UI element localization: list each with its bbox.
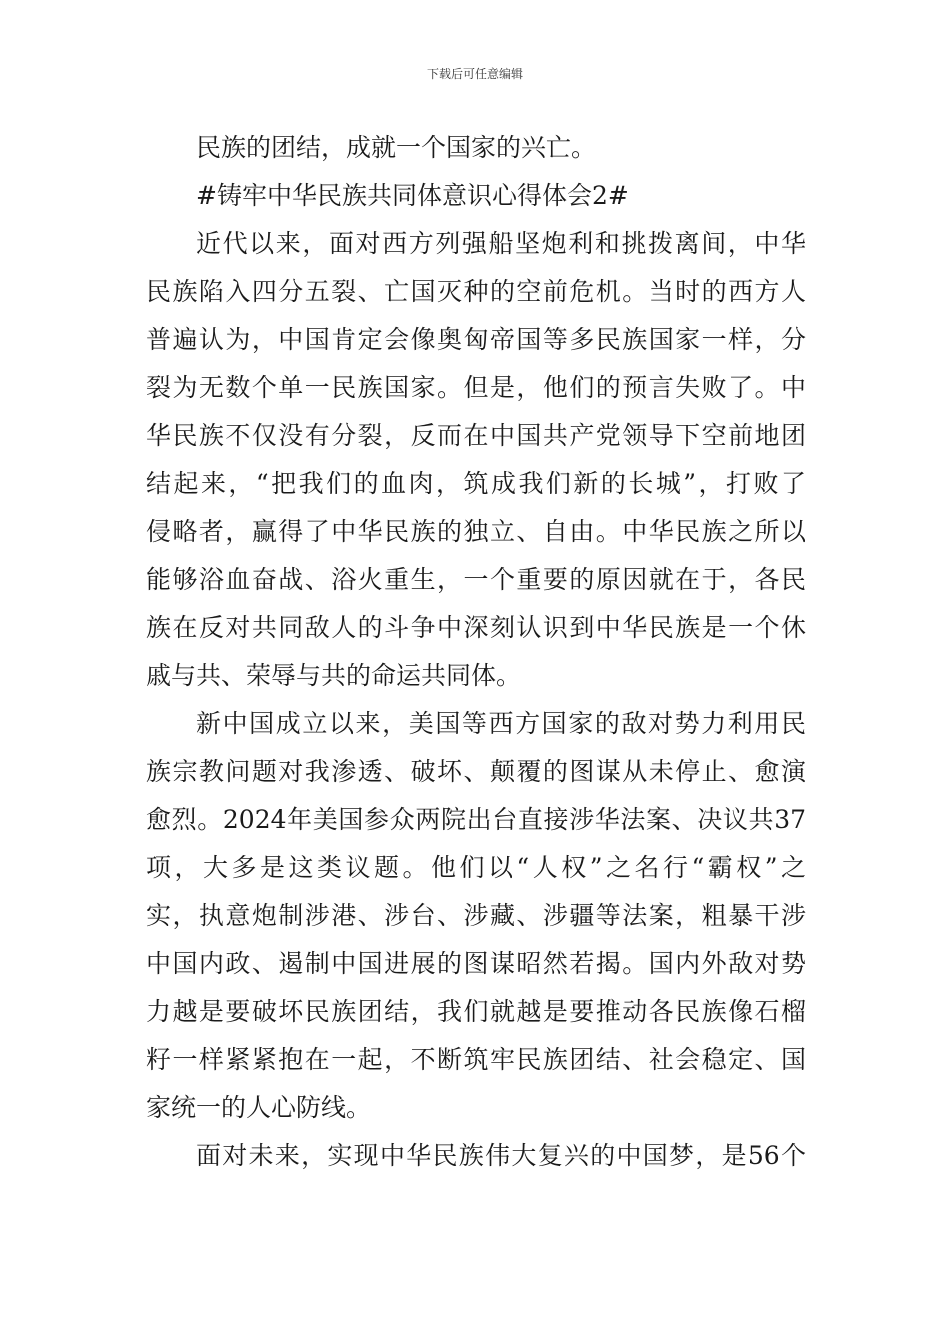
- text-line: 愈烈。2024年美国参众两院出台直接涉华法案、决议共37: [146, 805, 806, 834]
- text-line: 面对未来，实现中华民族伟大复兴的中国梦，是56个: [196, 1141, 806, 1170]
- text-line: 籽一样紧紧抱在一起，不断筑牢民族团结、社会稳定、国: [146, 1045, 806, 1074]
- document-body: [146, 124, 806, 1180]
- text-line: 能够浴血奋战、浴火重生，一个重要的原因就在于，各民: [146, 565, 806, 594]
- text-line: #铸牢中华民族共同体意识心得体会2#: [196, 181, 629, 210]
- text-line: 华民族不仅没有分裂，反而在中国共产党领导下空前地团: [146, 421, 806, 450]
- text-line: 戚与共、荣辱与共的命运共同体。: [146, 661, 522, 690]
- text-line: 民族陷入四分五裂、亡国灭种的空前危机。当时的西方人: [146, 277, 806, 306]
- text-line: 族宗教问题对我渗透、破坏、颠覆的图谋从未停止、愈演: [146, 757, 806, 786]
- text-line: 中国内政、遏制中国进展的图谋昭然若揭。国内外敌对势: [146, 949, 806, 978]
- text-line: 项，大多是这类议题。他们以“人权”之名行“霸权”之: [146, 853, 806, 882]
- text-line: 结起来，“把我们的血肉，筑成我们新的长城”，打败了: [146, 469, 806, 498]
- page-header: 下载后可任意编辑: [426, 67, 523, 81]
- text-line: 实，执意炮制涉港、涉台、涉藏、涉疆等法案，粗暴干涉: [146, 901, 806, 930]
- text-line: 族在反对共同敌人的斗争中深刻认识到中华民族是一个休: [146, 613, 806, 642]
- text-line: 力越是要破坏民族团结，我们就越是要推动各民族像石榴: [146, 997, 806, 1026]
- text-line: 近代以来，面对西方列强船坚炮利和挑拨离间，中华: [196, 229, 806, 258]
- text-line: 家统一的人心防线。: [146, 1093, 372, 1122]
- text-line: 新中国成立以来，美国等西方国家的敌对势力利用民: [196, 709, 806, 738]
- text-line: 侵略者，赢得了中华民族的独立、自由。中华民族之所以: [146, 517, 806, 546]
- text-line: 民族的团结，成就一个国家的兴亡。: [196, 133, 597, 162]
- text-line: 裂为无数个单一民族国家。但是，他们的预言失败了。中: [146, 373, 806, 402]
- text-line: 普遍认为，中国肯定会像奥匈帝国等多民族国家一样，分: [146, 325, 806, 354]
